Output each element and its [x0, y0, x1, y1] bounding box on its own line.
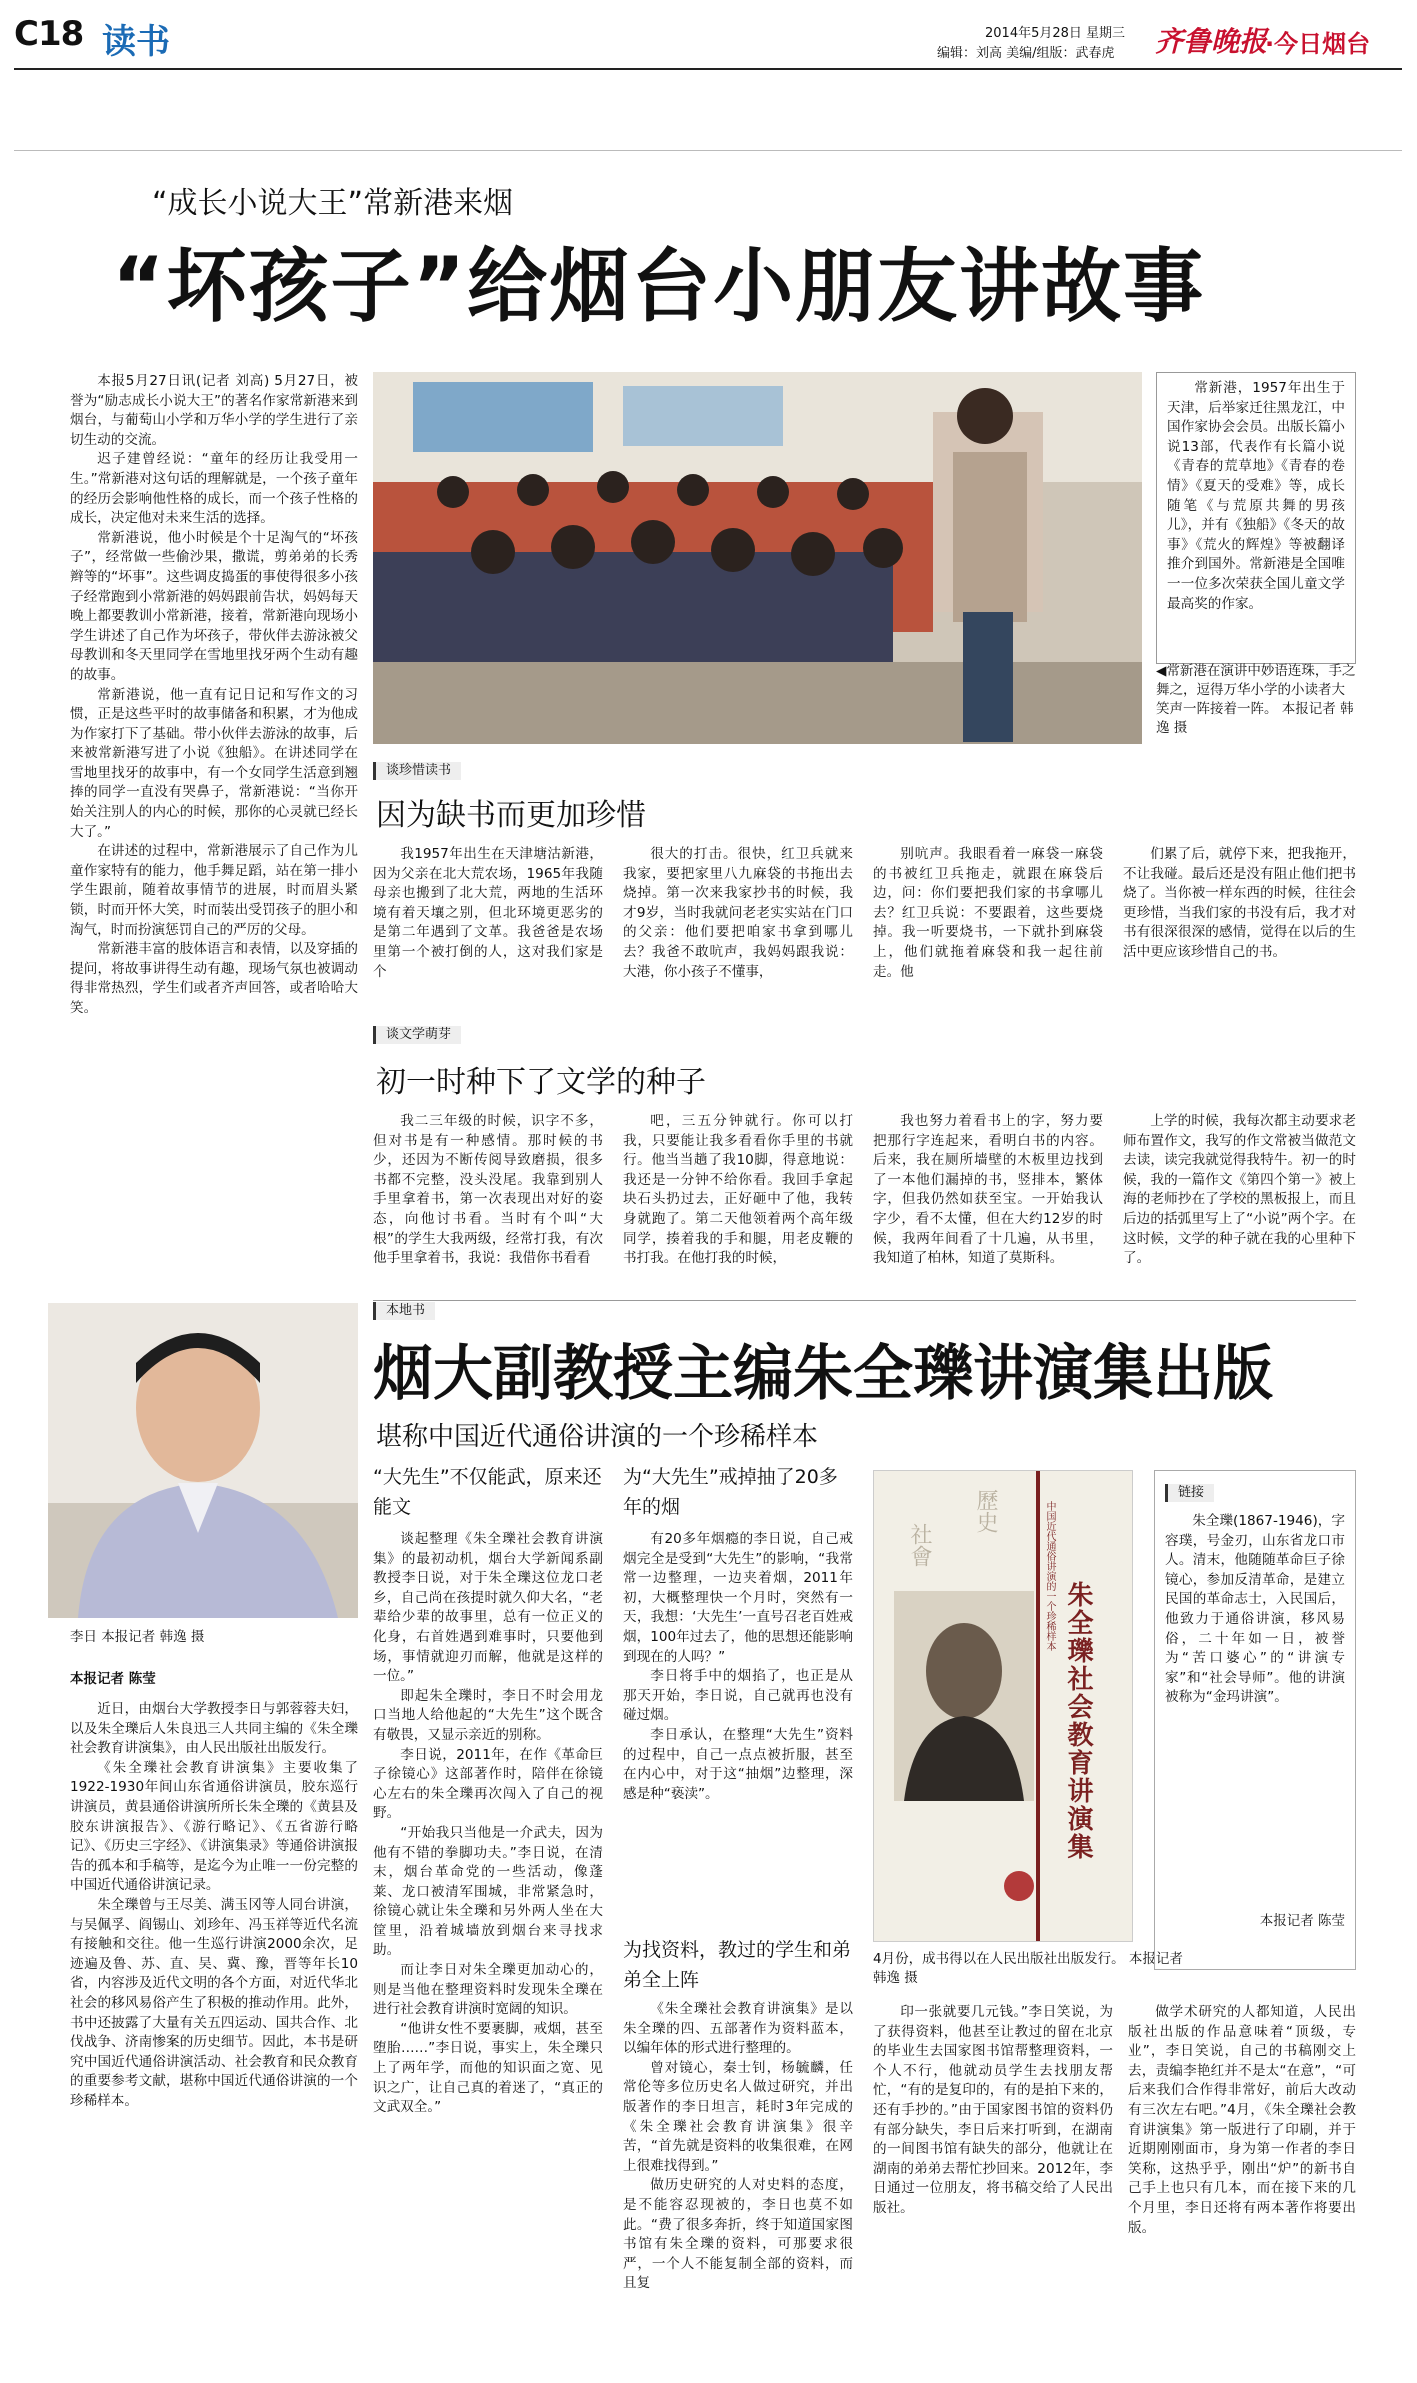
paragraph: 在讲述的过程中，常新港展示了自己作为儿童作家特有的能力，他手舞足蹈，站在第一排小学生跟前，随着故事情节的进展，时而眉头紧锁，时而开怀大笑，时而装出受罚孩子的胆小和淘气，时而扮演惩罚自己的严厉的父母。	[70, 843, 358, 938]
sub2-col-3: 我也努力着看书上的字，努力要把那行字连起来，看明白书的内容。后来，我在厕所墙壁的木板里边找到了一本他们漏掉的书，竖排本，繁体字，但我仍然如获至宝。一开始我认字少，看不太懂，但在大约12岁的时候，我两年间看了十几遍，从书里，我知道了柏林，知道了莫斯科。	[873, 1113, 1103, 1267]
article1-headline: “坏孩子”给烟台小朋友讲故事	[112, 240, 1206, 333]
sub2-col-2: 吧，三五分钟就行。你可以打我，只要能让我多看看你手里的书就行。他当当趟了我10脚，得意地说：我还是一分钟不给你看。我回手拿起块石头扔过去，正好砸中了他，我转身就跑了。第二天他领着两个高年级同学，揍着我的手和腿，用老皮鞭的书打我。在他打我的时候，	[623, 1113, 853, 1267]
section-rule	[373, 1300, 1356, 1301]
sidebar-box	[1154, 1470, 1356, 1970]
header-rule	[14, 68, 1402, 70]
subsection2-tag: 谈文学萌芽	[373, 1026, 461, 1044]
newspaper-logo: 齐鲁晚报	[1155, 25, 1268, 58]
article1-kicker: “成长小说大王”常新港来烟	[152, 186, 514, 221]
paragraph: 李日将手中的烟掐了，也正是从那天开始，李日说，自己就再也没有碰过烟。	[623, 1668, 853, 1724]
col-b-title: 为“大先生”戒掉抽了20多年的烟	[623, 1466, 838, 1518]
publisher-mark	[1004, 1871, 1034, 1901]
paragraph: “开始我只当他是一介武夫，因为他有不错的拳脚功夫。”李日说，在清末，烟台革命党的一些活动，像蓬莱、龙口被清军围城，非常紧急时，徐镜心就让朱全瓅和另外两人坐在大筐里，沿着城墙放到烟台来寻找求助。	[373, 1824, 603, 1959]
book-cover-title: 朱全瓅社会教育讲演集	[1063, 1581, 1093, 1861]
book-cover	[873, 1470, 1133, 1942]
paragraph: “他讲女性不要裹脚，戒烟，甚至堕胎……”李日说，事实上，朱全瓅只上了两年学，而他的知识面之宽、见识之广，让自己真的着迷了，“真正的文武双全。”	[373, 2020, 603, 2116]
page-code: C18	[14, 14, 84, 54]
book-caption: 4月份，成书得以在人民出版社出版发行。 本报记者 韩逸 摄	[873, 1951, 1183, 1986]
paragraph: 谈起整理《朱全瓅社会教育讲演集》的最初动机，烟台大学新闻系副教授李日说，对于朱全瓅这位龙口老乡，自己尚在孩提时就久仰大名，“老辈给少辈的故事里，总有一位正义的化身，右首姓遇到难事时，只要他到场，事情就迎刃而解，他就是这样的一位。”	[373, 1531, 603, 1685]
sub1-col-4: 们累了后，就停下来，把我拖开，不让我碰。最后还是没有阻止他们把书烧了。当你被一样东西的时候，往往会更珍惜，当我们家的书没有后，我才对书有很深很深的感情，觉得在以后的生活中更应该珍惜自己的书。	[1123, 846, 1356, 960]
sidebar-tag: 链接	[1165, 1484, 1214, 1502]
paragraph: 而让李日对朱全瓅更加动心的，则是当他在整理资料时发现朱全瓅在进行社会教育讲演时宽阔的知识。	[373, 1962, 603, 2018]
bottom-col-2: 做学术研究的人都知道，人民出版社出版的作品意味着“顶级，专业”，李日笑说，自己的书稿刚交上去，责编李艳红并不是太“在意”，“可后来我们合作得非常好，前后大改动有三次左右吧。”4月，《朱全瓅社会教育讲演集》第一版进行了印刷，并于近期刚刚面市，身为第一作者的李日笑称，这热乎乎，刚出“炉”的新书自己手上也只有几本，而在接下来的几个月里，李日还将有两本著作将要出版。	[1128, 2004, 1356, 2236]
top-rule	[14, 150, 1402, 151]
paragraph: 有20多年烟瘾的李日说，自己戒烟完全是受到“大先生”的影响，“我常常一边整理，一边夹着烟，2011年初，大概整理快一个月时，突然有一天，我想：‘大先生’一直号召老百姓戒烟，100年过去了，他的思想还能影响到现在的人吗？”	[623, 1531, 853, 1665]
sub2-col-4: 上学的时候，我每次都主动要求老师布置作文，我写的作文常被当做范文去读，读完我就觉得我特牛。初一的时候，我的一篇作文《第四个第一》被上海的老师抄在了学校的黑板报上，而且后边的括弧里写上了“小说”两个字。在这时候，文学的种子就在我的心里种下了。	[1123, 1113, 1356, 1267]
issue-date: 2014年5月28日 星期三	[985, 26, 1126, 41]
editor-credits: 编辑：刘高 美编/组版：武春虎	[937, 46, 1115, 61]
page-header	[0, 0, 1417, 70]
book-cover-left-text: 社會	[907, 1523, 932, 1567]
paragraph: 近日，由烟台大学教授李日与郭蓉蓉夫妇，以及朱全瓅后人朱良迅三人共同主编的《朱全瓅社会教育讲演集》，由人民出版社出版发行。	[70, 1701, 358, 1757]
classroom-photo	[373, 372, 1142, 744]
col-a-title: “大先生”不仅能武，原来还能文	[373, 1466, 602, 1518]
edition-name: ·今日烟台	[1265, 30, 1371, 58]
paragraph: 本报5月27日讯(记者 刘高) 5月27日，被誉为“励志成长小说大王”的著名作家常新港来到烟台，与葡萄山小学和万华小学的学生进行了亲切生动的交流。	[70, 373, 358, 448]
sidebar-byline: 本报记者 陈莹	[1259, 1913, 1345, 1929]
author-photo-image	[48, 1303, 358, 1618]
subsection2-title: 初一时种下了文学的种子	[376, 1065, 706, 1100]
paragraph: 即起朱全瓅时，李日不时会用龙口当地人给他起的“大先生”这个既含有敬畏，又显示亲近的别称。	[373, 1687, 603, 1743]
paragraph: 朱全瓅曾与王尽美、满玉冈等人同台讲演，与吴佩孚、阎锡山、刘珍年、冯玉祥等近代名流有接触和交往。他一生巡行讲演2000余次，足迹遍及鲁、苏、直、吴、冀、豫，晋等年长10省，内容涉及近代文明的各个方面，对近代华北社会的移风易俗产生了积极的推动作用。此外，书中还披露了大量有关五四运动、国共合作、北伐战争、济南惨案的历史细节。因此，本书是研究中国近代通俗讲演活动、社会教育和民众教育的重要参考文献，堪称中国近代通俗讲演的一个珍稀样本。	[70, 1896, 358, 2109]
classroom-photo-image	[373, 372, 1142, 744]
author-bio-box	[1156, 372, 1356, 664]
paragraph: 常新港说，他一直有记日记和写作文的习惯，正是这些平时的故事储备和积累，才为他成为作家打下了基础。带小伙伴去游泳的故事，后来被常新港写进了小说《独船》。在讲述同学在雪地里找牙的故事中，有一个女同学生活意到翘捧的同学一直没有哭鼻子，常新港说：“当你开始关注别人的内心的时候，那你的心灵就已经长大了。”	[70, 686, 358, 840]
subsection1-tag: 谈珍惜读书	[373, 762, 461, 780]
bottom-col-1: 印一张就要几元钱。”李日笑说，为了获得资料，他甚至让教过的留在北京的毕业生去国家图书馆帮整理资料，一个人不行，他就动员学生去找朋友帮忙，“有的是复印的，有的是拍下来的，还有手抄的。”由于国家图书馆的资料仍有部分缺失，李日后来打听到，在湖南的一间图书馆有缺失的部分，他就让在湖南的弟弟去帮忙抄回来。2012年，李日通过一位朋友，将书稿交给了人民出版社。	[873, 2004, 1113, 2216]
paragraph: 迟子建曾经说：“童年的经历让我受用一生。”常新港对这句话的理解就是，一个孩子童年的经历会影响他性格的成长，而一个孩子性格的成长，决定他对未来生活的选择。	[70, 451, 358, 527]
sidebar-body: 朱全瓅(1867-1946)，字容璞，号金刃，山东省龙口市人。清末，他随随革命巨子徐镜心，参加反清革命，是建立民国的革命志士，入民国后，他致力于通俗讲演，移风易俗，二十年如一日，被誉为“苦口婆心”的“讲演专家”和“社会导师”。他的讲演被称为“金玛讲演”。	[1165, 1513, 1345, 1706]
author-photo-caption: 李日 本报记者 韩逸 摄	[70, 1629, 205, 1645]
paragraph: 《朱全瓅社会教育讲演集》是以朱全瓅的四、五部著作为资料蓝本，以编年体的形式进行整理的。	[623, 2001, 853, 2057]
author-photo	[48, 1303, 358, 1618]
book-cover-top-text: 歷史	[973, 1489, 998, 1533]
sub1-col-2: 很大的打击。很快，红卫兵就来我家，要把家里八九麻袋的书拖出去烧掉。第一次来我家抄书的时候，我才9岁，当时我就问老老实实站在门口的父亲：他们要把咱家书拿到哪儿去？我爸不敢吭声，我妈妈跟我说：大港，你小孩子不懂事，	[623, 846, 853, 980]
sub2-col-1: 我二三年级的时候，识字不多，但对书是有一种感情。那时候的书少，还因为不断传阅导致磨损，很多书都不完整，没头没尾。我靠到别人手里拿着书，第一次表现出对好的姿态，向他讨书看。当时有个叫“大根”的学生大我两级，经常打我，有次他手里拿着书，我说：我借你书看看	[373, 1113, 603, 1267]
article2-intro	[70, 1700, 358, 2368]
article2-tag: 本地书	[373, 1302, 435, 1320]
paragraph: 做历史研究的人对史料的态度，是不能容忍现被的，李日也莫不如此。“费了很多奔折，终于知道国家图书馆有朱全瓅的资料，可那要求很严，一个人不能复制全部的资料，而且复	[623, 2177, 853, 2292]
col-b-body-2	[623, 2000, 853, 2366]
book-cover-series: 中国近代通俗讲演的一个珍稀样本	[1044, 1501, 1055, 1651]
paragraph: 曾对镜心，秦士钊，杨毓麟，任常伦等多位历史名人做过研究，并出版著作的李日坦言，耗时3年完成的《朱全瓅社会教育讲演集》很辛苦，“首先就是资料的收集很难，在网上很难找得到。”	[623, 2059, 853, 2174]
subsection1-title: 因为缺书而更加珍惜	[376, 798, 646, 833]
col-b-body	[623, 1530, 853, 1920]
paragraph: 《朱全瓅社会教育讲演集》主要收集了1922-1930年间山东省通俗讲演员，胶东巡行讲演员，黄县通俗讲演所所长朱全瓅的《黄县及胶东讲演报告》、《游行略记》、《五省游行略记》、《历史三字经》、《讲演集录》等通俗讲演报告的孤本和手稿等，是迄今为止唯一一份完整的中国近代通俗讲演记录。	[70, 1759, 358, 1894]
paragraph: 常新港说，他小时候是个十足淘气的“坏孩子”，经常做一些偷沙果，撒谎，剪弟弟的长秀辫等的“坏事”。这些调皮捣蛋的事使得很多小孩子经常跑到小常新港的妈妈跟前告状，妈妈每天晚上都要教训小常新港，接着，常新港向现场小学生讲述了自己作为坏孩子，带伙伴去游泳被父母教训和冬天里同学在雪地里找牙两个生动有趣的故事。	[70, 529, 358, 683]
article2-subhead: 堪称中国近代通俗讲演的一个珍稀样本	[376, 1422, 819, 1452]
portrait-illustration	[894, 1591, 1034, 1801]
sub1-col-1: 我1957年出生在天津塘沽新港，因为父亲在北大荒农场，1965年我随母亲也搬到了北大荒，两地的生活环境有着天壤之别，但北环境更恶劣的是第二年遇到了文革。我爸爸是农场里第一个被打倒的人，这对我们家是个	[373, 846, 603, 980]
paragraph: 李日承认，在整理“大先生”资料的过程中，自己一点点被折服，甚至在内心中，对于这“抽烟”边整理，深感是种“亵渎”。	[623, 1726, 853, 1802]
paragraph: 常新港丰富的肢体语言和表情，以及穿插的提问，将故事讲得生动有趣，现场气氛也被调动得非常热烈，学生们或者齐声回答，或者哈哈大笑。	[70, 941, 358, 1016]
author-bio: 常新港，1957年出生于天津，后举家迁往黑龙江，中国作家协会会员。出版长篇小说13部，代表作有长篇小说《青春的荒草地》《青春的卷情》《夏天的受难》等，成长随笔《与荒原共舞的男孩儿》，并有《独船》《冬天的故事》《荒火的辉煌》等被翻译推介到国外。常新港是全国唯一一位多次荣获全国儿童文学最高奖的作家。	[1167, 380, 1345, 612]
col-a-body	[373, 1530, 603, 2366]
article2-headline: 烟大副教授主编朱全瓅讲演集出版	[373, 1339, 1273, 1409]
section-name: 读书	[102, 22, 170, 62]
article2-byline: 本报记者 陈莹	[70, 1671, 156, 1687]
book-cover-stripe	[1036, 1471, 1040, 1941]
photo-caption: ◀常新港在演讲中妙语连珠，手之舞之，逗得万华小学的小读者大笑声一阵接着一阵。 本报记者 韩逸 摄	[1156, 663, 1356, 736]
col-b-title-2: 为找资料，教过的学生和弟弟全上阵	[623, 1939, 852, 1991]
paragraph: 李日说，2011年，在作《革命巨子徐镜心》这部著作时，陪伴在徐镜心左右的朱全瓅再次闯入了自己的视野。	[373, 1746, 603, 1822]
article1-intro	[70, 372, 358, 1292]
sub1-col-3: 别吭声。我眼看着一麻袋一麻袋的书被红卫兵拖走，就跟在麻袋后边，问：你们要把我们家的书拿哪儿去？红卫兵说：不要跟着，这些要烧掉。我一听要烧书，一下就扑到麻袋上，他们就拖着麻袋和我一起往前走。他	[873, 846, 1103, 980]
